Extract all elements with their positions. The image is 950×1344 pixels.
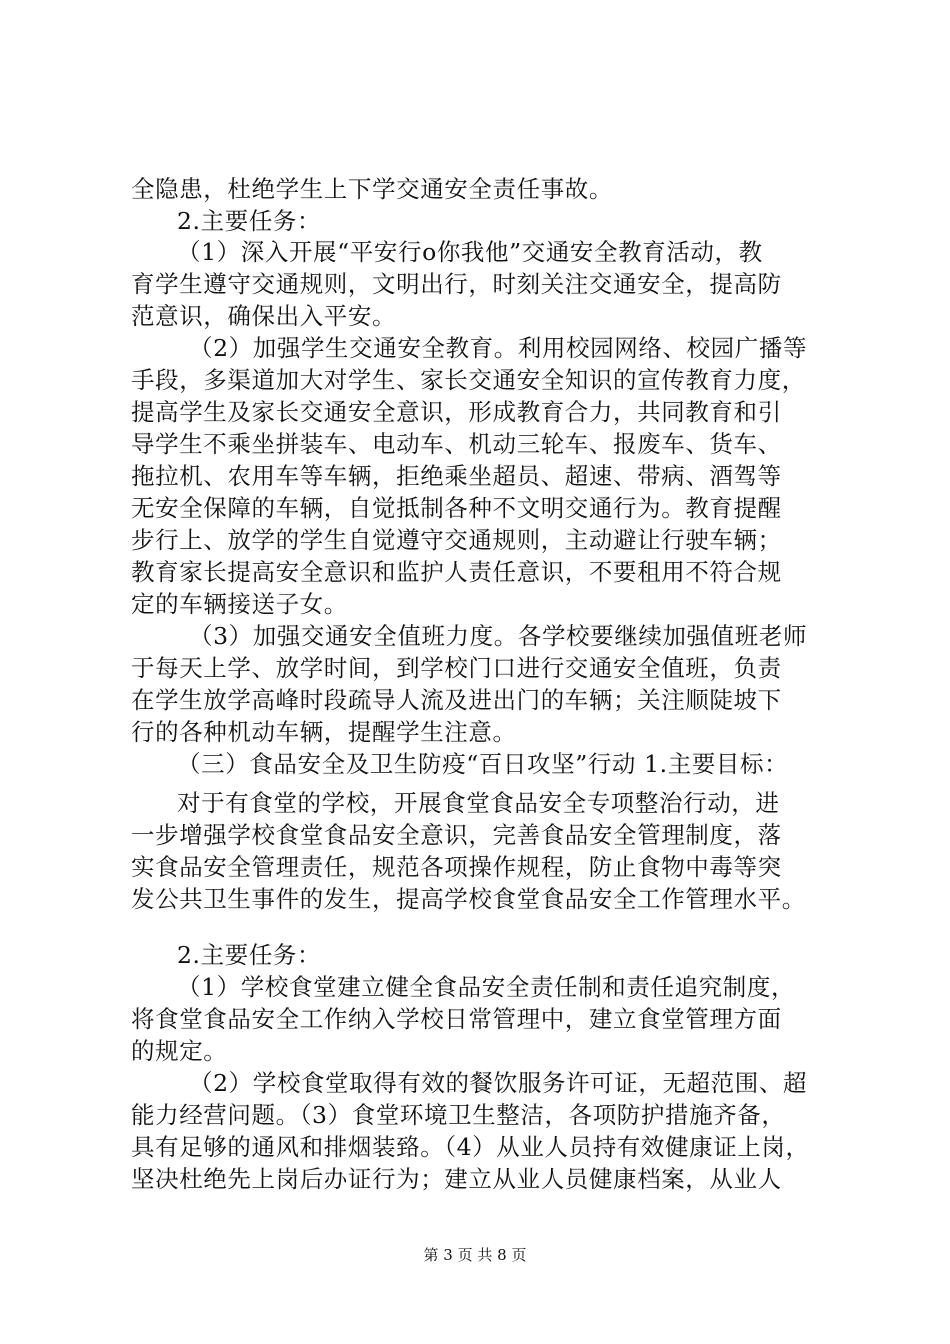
text-line: 能力经营问题。（3）食堂环境卫生整洁，各项防护措施齐备， [131, 1101, 786, 1129]
text-line: （2）加强学生交通安全教育。利用校园网络、校园广播等 [189, 334, 808, 362]
text-line: （3）加强交通安全值班力度。各学校要继续加强值班老师 [189, 622, 808, 650]
text-line: 全隐患，杜绝学生上下学交通安全责任事故。 [131, 175, 613, 203]
text-line: 将食堂食品安全工作纳入学校日常管理中，建立食堂管理方面 [131, 1005, 782, 1033]
text-line: 的规定。 [131, 1037, 228, 1065]
text-line: 实食品安全管理责任，规范各项操作规程，防止食物中毒等突 [131, 853, 782, 881]
text-line: 导学生不乘坐拼装车、电动车、机动三轮车、报废车、货车、 [131, 430, 782, 458]
page-footer: 第 3 页 共 8 页 [423, 1246, 527, 1264]
text-line: 手段，多渠道加大对学生、家长交通安全知识的宣传教育力度， [131, 366, 806, 394]
text-line: 行的各种机动车辆，提醒学生注意。 [131, 718, 517, 746]
text-line: 拖拉机、农用车等车辆，拒绝乘坐超员、超速、带病、酒驾等 [131, 462, 782, 490]
section-heading: （三）食品安全及卫生防疫“百日攻坚”行动 1.主要目标： [177, 750, 789, 778]
text-line: 于每天上学、放学时间，到学校门口进行交通安全值班，负责 [131, 654, 782, 682]
text-line: 坚决杜绝先上岗后办证行为；建立从业人员健康档案，从业人 [131, 1165, 782, 1193]
text-line: （2）学校食堂取得有效的餐饮服务许可证，无超范围、超 [189, 1069, 808, 1097]
text-line: 定的车辆接送子女。 [131, 590, 348, 618]
text-line: 一步增强学校食堂食品安全意识，完善食品安全管理制度，落 [131, 821, 782, 849]
text-line: 提高学生及家长交通安全意识，形成教育合力，共同教育和引 [131, 398, 782, 426]
section-heading: 2.主要任务： [177, 207, 322, 235]
text-line: 范意识，确保出入平安。 [131, 302, 397, 330]
text-line: 在学生放学高峰时段疏导人流及进出门的车辆；关注顺陡坡下 [131, 686, 782, 714]
text-line: 具有足够的通风和排烟装臵。（4）从业人员持有效健康证上岗， [131, 1133, 810, 1161]
text-line: 步行上、放学的学生自觉遵守交通规则，主动避让行驶车辆； [131, 526, 782, 554]
section-heading: 2.主要任务： [177, 941, 322, 969]
text-line: （1）深入开展“平安行o你我他”交通安全教育活动，教 [177, 238, 763, 266]
text-line: （1）学校食堂建立健全食品安全责任制和责任追究制度， [177, 973, 796, 1001]
text-line: 育学生遵守交通规则，文明出行，时刻关注交通安全，提高防 [131, 270, 782, 298]
text-line: 无安全保障的车辆，自觉抵制各种不文明交通行为。教育提醒 [131, 494, 782, 522]
text-line: 发公共卫生事件的发生，提高学校食堂食品安全工作管理水平。 [131, 885, 806, 913]
text-line: 教育家长提高安全意识和监护人责任意识，不要租用不符合规 [131, 558, 782, 586]
text-line: 对于有食堂的学校，开展食堂食品安全专项整治行动，进 [177, 789, 780, 817]
